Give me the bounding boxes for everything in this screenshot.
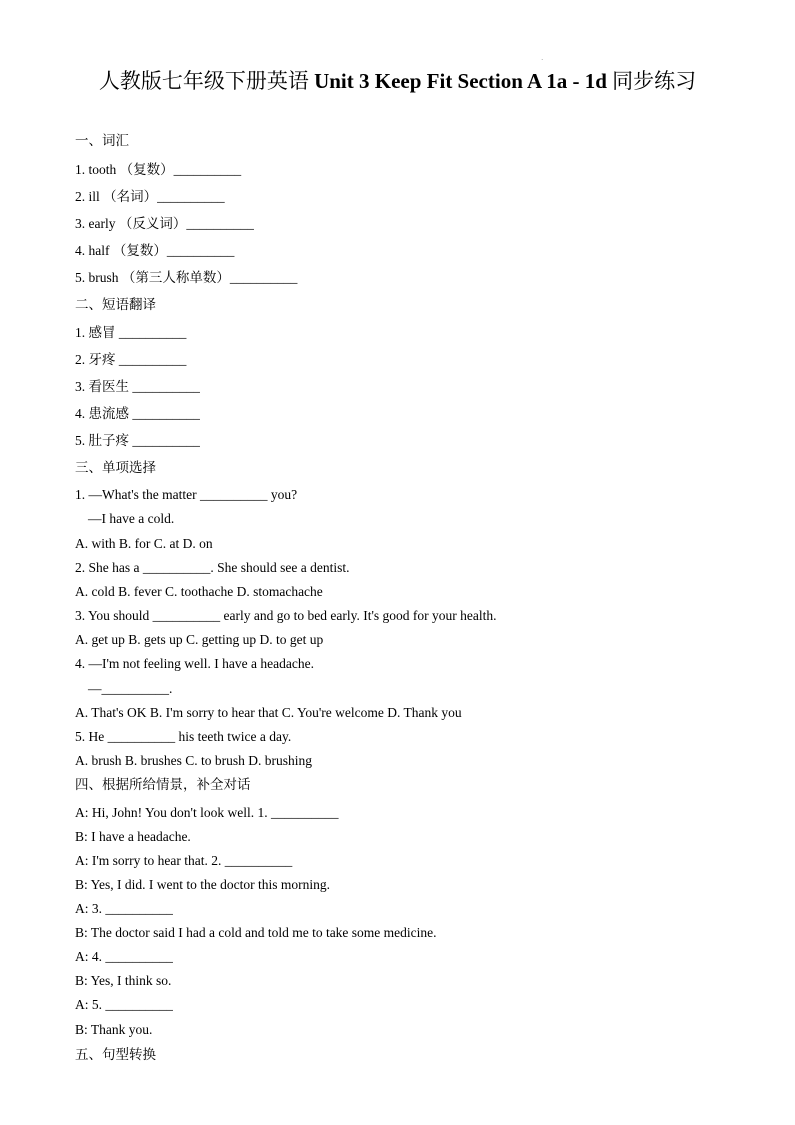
- question-line: 1. —What's the matter __________ you?: [75, 487, 298, 502]
- dialogue-line: B: I have a headache.: [75, 829, 191, 844]
- question-line: 3. 看医生 __________: [75, 379, 200, 394]
- title-cjk-suffix: 同步练习: [612, 69, 697, 93]
- answer-options: A. That's OK B. I'm sorry to hear that C. You're welcome D. Thank you: [75, 705, 462, 720]
- dialogue-line: B: Thank you.: [75, 1022, 153, 1037]
- question-line: 5. He __________ his teeth twice a day.: [75, 729, 292, 744]
- question-line: 1. 感冒 __________: [75, 325, 187, 340]
- question-line: —I have a cold.: [88, 511, 175, 526]
- section-heading-multiple-choice: 三、单项选择: [75, 460, 156, 475]
- question-line: —__________.: [88, 681, 173, 696]
- question-line: 3. early （反义词）__________: [75, 216, 254, 231]
- section-heading-dialogue: 四、根据所给情景，补全对话: [75, 777, 251, 792]
- dialogue-line: A: 5. __________: [75, 997, 173, 1012]
- section-heading-vocabulary: 一、词汇: [75, 133, 129, 148]
- question-line: 1. tooth （复数）__________: [75, 162, 242, 177]
- section-heading-sentence-transformation: 五、句型转换: [75, 1047, 156, 1062]
- dialogue-line: A: 4. __________: [75, 949, 173, 964]
- answer-options: A. with B. for C. at D. on: [75, 536, 213, 551]
- corner-mark: ·: [541, 56, 544, 64]
- question-line: 2. ill （名词）__________: [75, 189, 225, 204]
- title-english: Unit 3 Keep Fit Section A 1a - 1d: [308, 69, 613, 93]
- question-line: 4. —I'm not feeling well. I have a headache.: [75, 656, 314, 671]
- document-title: [0, 66, 795, 96]
- question-line: 2. 牙疼 __________: [75, 352, 187, 367]
- answer-options: A. get up B. gets up C. getting up D. to get up: [75, 632, 324, 647]
- dialogue-line: B: Yes, I did. I went to the doctor this morning.: [75, 877, 330, 892]
- question-line: 4. half （复数）__________: [75, 243, 235, 258]
- dialogue-line: A: 3. __________: [75, 901, 173, 916]
- dialogue-line: B: The doctor said I had a cold and told me to take some medicine.: [75, 925, 437, 940]
- question-line: 2. She has a __________. She should see a dentist.: [75, 560, 350, 575]
- dialogue-line: A: Hi, John! You don't look well. 1. __________: [75, 805, 339, 820]
- question-line: 5. brush （第三人称单数）__________: [75, 270, 298, 285]
- answer-options: A. cold B. fever C. toothache D. stomachache: [75, 584, 323, 599]
- question-line: 3. You should __________ early and go to bed early. It's good for your health.: [75, 608, 497, 623]
- question-line: 5. 肚子疼 __________: [75, 433, 200, 448]
- section-heading-phrase-translation: 二、短语翻译: [75, 297, 156, 312]
- dialogue-line: B: Yes, I think so.: [75, 973, 172, 988]
- title-cjk-prefix: 人教版七年级下册英语: [98, 69, 309, 93]
- question-line: 4. 患流感 __________: [75, 406, 200, 421]
- dialogue-line: A: I'm sorry to hear that. 2. __________: [75, 853, 293, 868]
- answer-options: A. brush B. brushes C. to brush D. brushing: [75, 753, 313, 768]
